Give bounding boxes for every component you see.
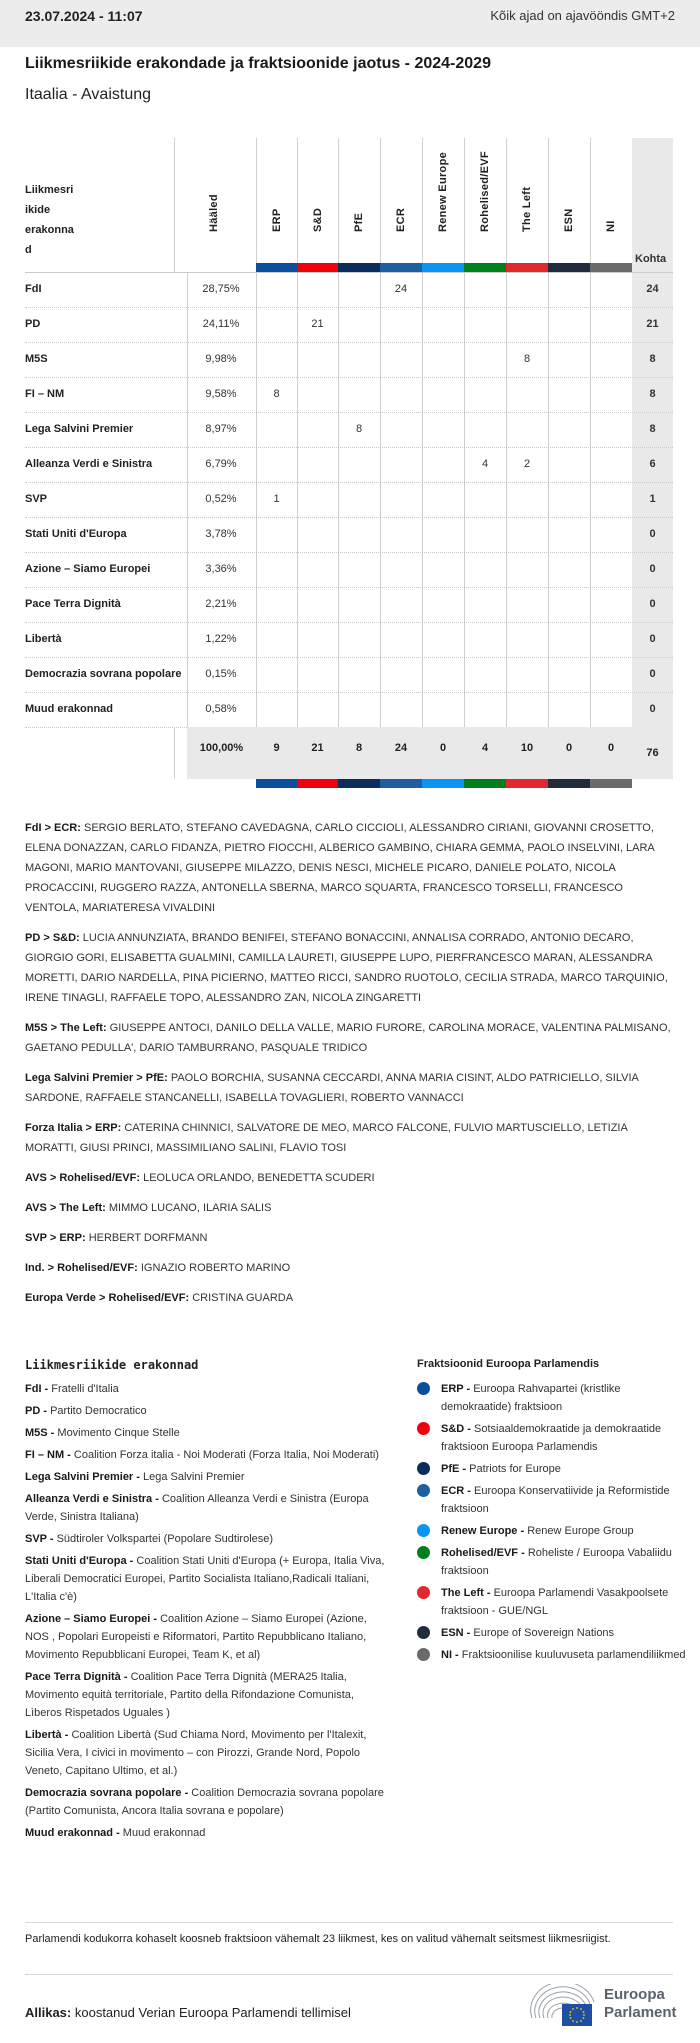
group-legend-item: [417, 1482, 687, 1518]
vote-share: 3,78%: [205, 528, 237, 540]
group-abbr: ECR: [441, 1485, 465, 1497]
dash: -: [40, 1405, 51, 1417]
table-row: [25, 377, 673, 412]
party-name: Pace Terra Dignità: [25, 598, 121, 610]
table-row: [25, 482, 673, 517]
color-bar-erp: [256, 779, 297, 788]
party-desc: Coalition Democrazia sovrana popolare (Partito Comunista, Ancora Italia sovrana e popolare): [25, 1787, 384, 1817]
colon: :: [134, 1262, 141, 1274]
total-votes: 100,00%: [199, 742, 244, 754]
votes-column-header-label: Hääled: [208, 194, 220, 232]
party-abbr: M5S: [25, 1427, 48, 1439]
member-names: HERBERT DORFMANN: [88, 1232, 208, 1244]
color-bar-sd: [297, 263, 338, 272]
party-legend-item: [25, 1530, 385, 1548]
party-legend: [25, 1358, 385, 1846]
party-legend-item: [25, 1784, 385, 1820]
member-group-label: Forza Italia > ERP: [25, 1122, 118, 1134]
seats-pfe: 8: [355, 423, 363, 435]
table-row: [25, 517, 673, 552]
color-bar-pfe: [338, 263, 380, 272]
party-legend-title: Liikmesriikide erakonnad: [25, 1358, 199, 1372]
party-desc: Lega Salvini Premier: [143, 1471, 245, 1483]
table-row: [25, 272, 673, 307]
total-seats-greens: 4: [481, 742, 489, 754]
dash: -: [517, 1525, 528, 1537]
member-group-label: Europa Verde > Rohelised/EVF: [25, 1292, 186, 1304]
party-desc: Fratelli d'Italia: [51, 1383, 119, 1395]
group-abbr: S&D: [441, 1423, 465, 1435]
dash: -: [452, 1649, 462, 1661]
party-legend-item: [25, 1446, 385, 1464]
party-abbr: Democrazia sovrana popolare: [25, 1787, 182, 1799]
group-color-dot-icon: [417, 1382, 430, 1395]
hemicycle-flag-icon: [528, 1984, 600, 2028]
total-seats-left: 10: [520, 742, 534, 754]
table-row: [25, 552, 673, 587]
party-desc: Coalition Forza italia - Noi Moderati (Forza Italia, Noi Moderati): [73, 1449, 379, 1461]
source-line: [25, 2005, 351, 2020]
votes-column-header: [175, 138, 255, 272]
seats-ecr: 24: [394, 283, 408, 295]
group-legend-item: [417, 1420, 687, 1456]
seats-total: 24: [646, 283, 659, 295]
party-desc: Coalition Pace Terra Dignità (MERA25 Italia, Movimento equità territoriale, Partito della Rifondazione Comunista, Lìberos Rispetados Uguales ): [25, 1671, 354, 1719]
group-header-left: [506, 138, 548, 272]
total-column-header: Kohta: [635, 253, 667, 265]
group-color-dot-icon: [417, 1524, 430, 1537]
vote-share: 8,97%: [205, 423, 237, 435]
group-color-dot-icon: [417, 1422, 430, 1435]
dash: -: [41, 1383, 52, 1395]
party-name: Democrazia sovrana popolare: [25, 668, 182, 680]
colon: :: [76, 932, 83, 944]
colon: :: [81, 1232, 89, 1244]
color-bar-renew: [422, 779, 464, 788]
total-seats-all: 76: [646, 747, 659, 759]
vote-share: 6,79%: [205, 458, 237, 470]
group-abbr: ERP: [441, 1383, 464, 1395]
colon: :: [164, 1072, 171, 1084]
color-bar-greens: [464, 263, 506, 272]
member-group-label: AVS > The Left: [25, 1202, 103, 1214]
group-legend-item: [417, 1460, 687, 1478]
party-name: Muud erakonnad: [25, 703, 114, 715]
group-header-greens: [464, 138, 506, 272]
dash: -: [459, 1463, 470, 1475]
seat-distribution-table: [0, 138, 700, 788]
party-name: PD: [25, 318, 41, 330]
group-header-ni: [590, 138, 632, 272]
dash: -: [47, 1427, 58, 1439]
party-column-header-line: erakonna: [25, 224, 74, 236]
divider: [25, 1974, 673, 1975]
divider: [25, 1922, 673, 1923]
party-legend-item: [25, 1668, 385, 1722]
colon: :: [185, 1292, 193, 1304]
table-row: [25, 447, 673, 482]
group-header-label: Rohelised/EVF: [479, 151, 491, 232]
seats-greens: 4: [481, 458, 489, 470]
vote-share: 0,58%: [205, 703, 237, 715]
dash: -: [46, 1533, 57, 1545]
group-legend-item: [417, 1544, 687, 1580]
group-header-label: ESN: [563, 208, 575, 232]
group-color-dot-icon: [417, 1484, 430, 1497]
total-seats-sd: 21: [311, 742, 324, 754]
party-column-header: [25, 180, 95, 260]
color-bar-erp: [256, 263, 297, 272]
group-abbr: NI: [441, 1649, 452, 1661]
seats-sd: 21: [311, 318, 324, 330]
group-legend: [417, 1358, 687, 1668]
party-desc: Coalition Stati Uniti d'Europa (+ Europa, Italia Viva, Liberali Democratici Europei, Partito Socialista Italiano,Radicali Italiani, L'Italia c'è): [25, 1555, 385, 1603]
member-group-entry: [25, 1168, 675, 1188]
group-abbr: Rohelised/EVF: [441, 1547, 519, 1559]
group-desc: Fraktsioonilise kuuluvuseta parlamendiliikmed: [461, 1649, 686, 1661]
party-abbr: PD: [25, 1405, 41, 1417]
seats-total: 0: [649, 633, 656, 645]
party-legend-item: [25, 1424, 385, 1442]
party-legend-item: [25, 1490, 385, 1526]
party-name: Libertà: [25, 633, 62, 645]
table-row: [25, 307, 673, 342]
member-group-label: M5S > The Left: [25, 1022, 103, 1034]
party-abbr: Stati Uniti d'Europa: [25, 1555, 127, 1567]
table-row: [25, 342, 673, 377]
seats-left: 2: [523, 458, 531, 470]
member-group-entry: [25, 1068, 675, 1108]
party-legend-item: [25, 1726, 385, 1780]
group-header-sd: [297, 138, 338, 272]
vote-share: 0,52%: [205, 493, 237, 505]
member-names: PAOLO BORCHIA, SUSANNA CECCARDI, ANNA MARIA CISINT, ALDO PATRICIELLO, SILVIA SARDONE, RAFFAELE STANCANELLI, ISABELLA TOVAGLIERI, ROBERTO VANNACCI: [25, 1072, 639, 1104]
color-bar-ecr: [380, 779, 422, 788]
party-name: Alleanza Verdi e Sinistra: [25, 458, 153, 470]
table-row: [25, 692, 673, 727]
member-group-entry: [25, 928, 675, 1008]
group-header-label: NI: [605, 220, 617, 232]
total-seats-esn: 0: [565, 742, 573, 754]
group-desc: Roheliste / Euroopa Vabaliidu fraktsioon: [441, 1547, 672, 1577]
party-abbr: FI – NM: [25, 1449, 65, 1461]
group-desc: Europe of Sovereign Nations: [473, 1627, 615, 1639]
party-legend-item: [25, 1552, 385, 1606]
group-desc: Patriots for Europe: [469, 1463, 561, 1475]
party-abbr: Libertà: [25, 1729, 62, 1741]
vote-share: 0,15%: [205, 668, 237, 680]
top-bar: [0, 0, 700, 47]
group-header-label: Renew Europe: [437, 151, 449, 232]
vote-share: 1,22%: [205, 633, 237, 645]
group-legend-item: [417, 1522, 687, 1540]
party-column-header-line: d: [25, 244, 32, 256]
colon: :: [117, 1122, 125, 1134]
colon: :: [102, 1202, 109, 1214]
member-names: IGNAZIO ROBERTO MARINO: [140, 1262, 291, 1274]
color-bar-left: [506, 779, 548, 788]
party-desc: Coalition Alleanza Verdi e Sinistra (Europa Verde, Sinistra Italiana): [25, 1493, 369, 1523]
seats-erp: 8: [273, 388, 280, 400]
group-desc: Euroopa Rahvapartei (kristlike demokraatide) fraktsioon: [441, 1383, 621, 1413]
party-abbr: SVP: [25, 1533, 47, 1545]
group-desc: Euroopa Konservatiivide ja Reformistide fraktsioon: [441, 1485, 670, 1515]
party-legend-item: [25, 1380, 385, 1398]
group-header-label: ERP: [271, 208, 283, 232]
table-row: [25, 622, 673, 657]
group-legend-item: [417, 1646, 687, 1664]
member-names: CATERINA CHINNICI, SALVATORE DE MEO, MARCO FALCONE, FULVIO MARTUSCIELLO, LETIZIA MORATTI, GIUSI PRINCI, MASSIMILIANO SALINI, FLAVIO TOSI: [25, 1122, 628, 1154]
total-seats-ecr: 24: [394, 742, 408, 754]
party-desc: Coalition Libertà (Sud Chiama Nord, Movimento per l'Italexit, Sicilia Vera, I civici in movimento – con Pirozzi, Grande Nord, Popolo Veneto, Capitano Ultimo, et al.): [25, 1729, 367, 1777]
dash: -: [463, 1383, 474, 1395]
color-bar-ni: [590, 779, 632, 788]
group-header-renew: [422, 138, 464, 272]
dash: -: [61, 1729, 72, 1741]
color-bar-ecr: [380, 263, 422, 272]
group-header-pfe: [338, 138, 380, 272]
party-desc: Movimento Cinque Stelle: [57, 1427, 180, 1439]
group-desc: Renew Europe Group: [527, 1525, 634, 1537]
colon: :: [102, 1022, 110, 1034]
party-column-header-line: Liikmesri: [25, 184, 74, 196]
european-parliament-logo: [528, 1984, 678, 2028]
seats-left: 8: [523, 353, 531, 365]
page-title: Liikmesriikide erakondade ja fraktsioonide jaotus - 2024-2029: [25, 55, 491, 72]
member-group-entry: [25, 818, 675, 918]
datetime: 23.07.2024 - 11:07: [25, 8, 143, 24]
member-group-entry: [25, 1018, 675, 1058]
member-group-label: Lega Salvini Premier > PfE: [25, 1072, 165, 1084]
table-row: [25, 657, 673, 692]
member-group-label: PD > S&D: [25, 932, 77, 944]
member-names: LEOLUCA ORLANDO, BENEDETTA SCUDERI: [143, 1172, 375, 1184]
party-legend-item: [25, 1402, 385, 1420]
party-column-header-line: ikide: [25, 204, 51, 216]
member-group-label: AVS > Rohelised/EVF: [25, 1172, 137, 1184]
divider: [174, 727, 175, 779]
member-group-entry: [25, 1288, 675, 1308]
dash: -: [464, 1423, 475, 1435]
group-abbr: ESN: [441, 1627, 464, 1639]
total-seats-erp: 9: [273, 742, 280, 754]
party-desc: Partito Democratico: [50, 1405, 147, 1417]
group-legend-title: Fraktsioonid Euroopa Parlamendis: [417, 1358, 600, 1370]
seats-total: 6: [649, 458, 656, 470]
group-abbr: PfE: [441, 1463, 460, 1475]
party-abbr: Azione – Siamo Europei: [25, 1613, 151, 1625]
party-desc: Coalition Azione – Siamo Europei (Azione, NOS , Popolari Europeisti e Riformatori, Partito Repubblicano Italiano, Movimento Repubblicani Europei, Team K, et al): [25, 1613, 367, 1661]
color-bar-pfe: [338, 779, 380, 788]
seats-total: 0: [649, 598, 656, 610]
seats-total: 1: [649, 493, 656, 505]
party-desc: Südtiroler Volkspartei (Popolare Sudtirolese): [56, 1533, 274, 1545]
color-bar-renew: [422, 263, 464, 272]
member-names: MIMMO LUCANO, ILARIA SALIS: [108, 1202, 272, 1214]
party-name: FdI: [25, 283, 42, 295]
group-color-dot-icon: [417, 1626, 430, 1639]
color-bar-ni: [590, 263, 632, 272]
member-group-entry: [25, 1198, 675, 1218]
vote-share: 9,58%: [205, 388, 237, 400]
party-name: Lega Salvini Premier: [25, 423, 134, 435]
seats-total: 8: [649, 423, 656, 435]
party-name: Stati Uniti d'Europa: [25, 528, 127, 540]
logo-text: [604, 1986, 677, 2022]
total-seats-pfe: 8: [355, 742, 363, 754]
dash: -: [120, 1671, 131, 1683]
divider: [174, 138, 175, 272]
dash: -: [150, 1613, 161, 1625]
dash: -: [518, 1547, 528, 1559]
group-color-dot-icon: [417, 1546, 430, 1559]
member-names: SERGIO BERLATO, STEFANO CAVEDAGNA, CARLO CICCIOLI, ALESSANDRO CIRIANI, GIOVANNI CROSETTO, ELENA DONAZZAN, CARLO FIDANZA, PIETRO FIOCCHI, ALBERICO GAMBINO, CHIARA GEMMA, PAOLO INSELVINI, LARA MAGONI, MARIO MANTOVANI, GIUSEPPE MILAZZO, DENIS NESCI, MICHELE PICARO, DANIELE POLATO, NICOLA PROCACCINI, RUGGERO RAZZA, ANTONELLA SBERNA, MARCO SQUARTA, FRANCESCO TORSELLI, FRANCESCO VENTOLA, MARIATERESA VIVALDINI: [25, 822, 655, 914]
dash: -: [483, 1587, 494, 1599]
party-name: SVP: [25, 493, 48, 505]
group-header-esn: [548, 138, 590, 272]
dash: -: [64, 1449, 74, 1461]
party-desc: Muud erakonnad: [122, 1827, 206, 1839]
vote-share: 28,75%: [202, 283, 240, 295]
source-text: koostanud Verian Euroopa Parlamendi tellimisel: [71, 2005, 351, 2020]
party-legend-item: [25, 1610, 385, 1664]
page-subtitle: Itaalia - Avaistung: [25, 86, 152, 103]
party-abbr: Lega Salvini Premier: [25, 1471, 134, 1483]
group-desc: Euroopa Parlamendi Vasakpoolsete fraktsioon - GUE/NGL: [441, 1587, 669, 1617]
color-bar-greens: [464, 779, 506, 788]
member-group-label: Ind. > Rohelised/EVF: [25, 1262, 135, 1274]
party-legend-item: [25, 1468, 385, 1486]
footnote: Parlamendi kodukorra kohaselt koosneb fraktsioon vähemalt 23 liikmest, kes on valitud vähemalt seitsmest liikmesriigist.: [25, 1933, 611, 1945]
colon: :: [136, 1172, 144, 1184]
party-legend-item: [25, 1824, 385, 1842]
group-header-erp: [256, 138, 297, 272]
member-group-label: FdI > ECR: [25, 822, 78, 834]
color-bar-esn: [548, 779, 590, 788]
totals-row: [187, 727, 673, 779]
group-desc: Sotsiaaldemokraatide ja demokraatide fraktsioon Euroopa Parlamendis: [441, 1423, 662, 1453]
total-seats-ni: 0: [607, 742, 615, 754]
party-abbr: Muud erakonnad: [25, 1827, 114, 1839]
member-group-entry: [25, 1258, 675, 1278]
seats-total: 0: [649, 703, 656, 715]
dash: -: [113, 1827, 123, 1839]
color-bar-left: [506, 263, 548, 272]
member-group-entry: [25, 1228, 675, 1248]
seats-total: 0: [649, 528, 656, 540]
party-name: FI – NM: [25, 388, 65, 400]
seats-total: 21: [646, 318, 659, 330]
group-color-dot-icon: [417, 1586, 430, 1599]
vote-share: 3,36%: [205, 563, 237, 575]
group-abbr: The Left: [441, 1587, 484, 1599]
logo-line2: Parlament: [604, 2004, 677, 2021]
colon: :: [77, 822, 84, 834]
dash: -: [152, 1493, 162, 1505]
member-group-entry: [25, 1118, 675, 1158]
vote-share: 2,21%: [205, 598, 237, 610]
member-names: LUCIA ANNUNZIATA, BRANDO BENIFEI, STEFANO BONACCINI, ANNALISA CORRADO, ANTONIO DECARO, GIORGIO GORI, ELISABETTA GUALMINI, CAMILLA LAURETI, GIUSEPPE LUPO, PIERFRANCESCO MARAN, ALESSANDRA MORETTI, DARIO NARDELLA, PINA PICIERNO, MATTEO RICCI, SANDRO RUOTOLO, CECILIA STRADA, MARCO TARQUINIO, IRENE TINAGLI, RAFFAELE TOPO, ALESSANDRO ZAN, NICOLA ZINGARETTI: [25, 932, 668, 1004]
party-abbr: Alleanza Verdi e Sinistra: [25, 1493, 153, 1505]
dash: -: [464, 1485, 475, 1497]
source-label: Allikas:: [25, 2005, 72, 2020]
seats-total: 8: [649, 353, 656, 365]
timezone-note: Kõik ajad on ajavööndis GMT+2: [490, 8, 675, 23]
group-color-dot-icon: [417, 1462, 430, 1475]
group-color-dot-icon: [417, 1648, 430, 1661]
group-header-label: The Left: [521, 186, 533, 232]
logo-line1: Euroopa: [604, 1986, 665, 2003]
seats-total: 0: [649, 668, 656, 680]
group-abbr: Renew Europe: [441, 1525, 518, 1537]
party-name: Azione – Siamo Europei: [25, 563, 151, 575]
group-legend-item: [417, 1584, 687, 1620]
color-bar-sd: [297, 779, 338, 788]
members-list: [25, 818, 675, 1318]
seats-erp: 1: [273, 493, 280, 505]
seats-total: 0: [649, 563, 656, 575]
party-abbr: FdI: [25, 1383, 42, 1395]
group-header-label: PfE: [353, 212, 365, 232]
party-abbr: Pace Terra Dignità: [25, 1671, 121, 1683]
member-names: CRISTINA GUARDA: [192, 1292, 294, 1304]
party-name: M5S: [25, 353, 48, 365]
group-legend-item: [417, 1380, 687, 1416]
dash: -: [181, 1787, 192, 1799]
group-header-label: ECR: [395, 207, 407, 232]
vote-share: 9,98%: [205, 353, 237, 365]
vote-share: 24,11%: [202, 318, 240, 330]
table-row: [25, 412, 673, 447]
color-bar-esn: [548, 263, 590, 272]
group-header-ecr: [380, 138, 422, 272]
group-header-label: S&D: [312, 207, 324, 232]
table-row: [25, 587, 673, 622]
group-legend-item: [417, 1624, 687, 1642]
member-names: GIUSEPPE ANTOCI, DANILO DELLA VALLE, MARIO FURORE, CAROLINA MORACE, VALENTINA PALMISANO, GAETANO PEDULLA', DARIO TAMBURRANO, PASQUALE TRIDICO: [25, 1022, 671, 1054]
dash: -: [133, 1471, 143, 1483]
member-group-label: SVP > ERP: [25, 1232, 82, 1244]
dash: -: [126, 1555, 137, 1567]
seats-total: 8: [649, 388, 656, 400]
total-seats-renew: 0: [439, 742, 447, 754]
dash: -: [463, 1627, 474, 1639]
